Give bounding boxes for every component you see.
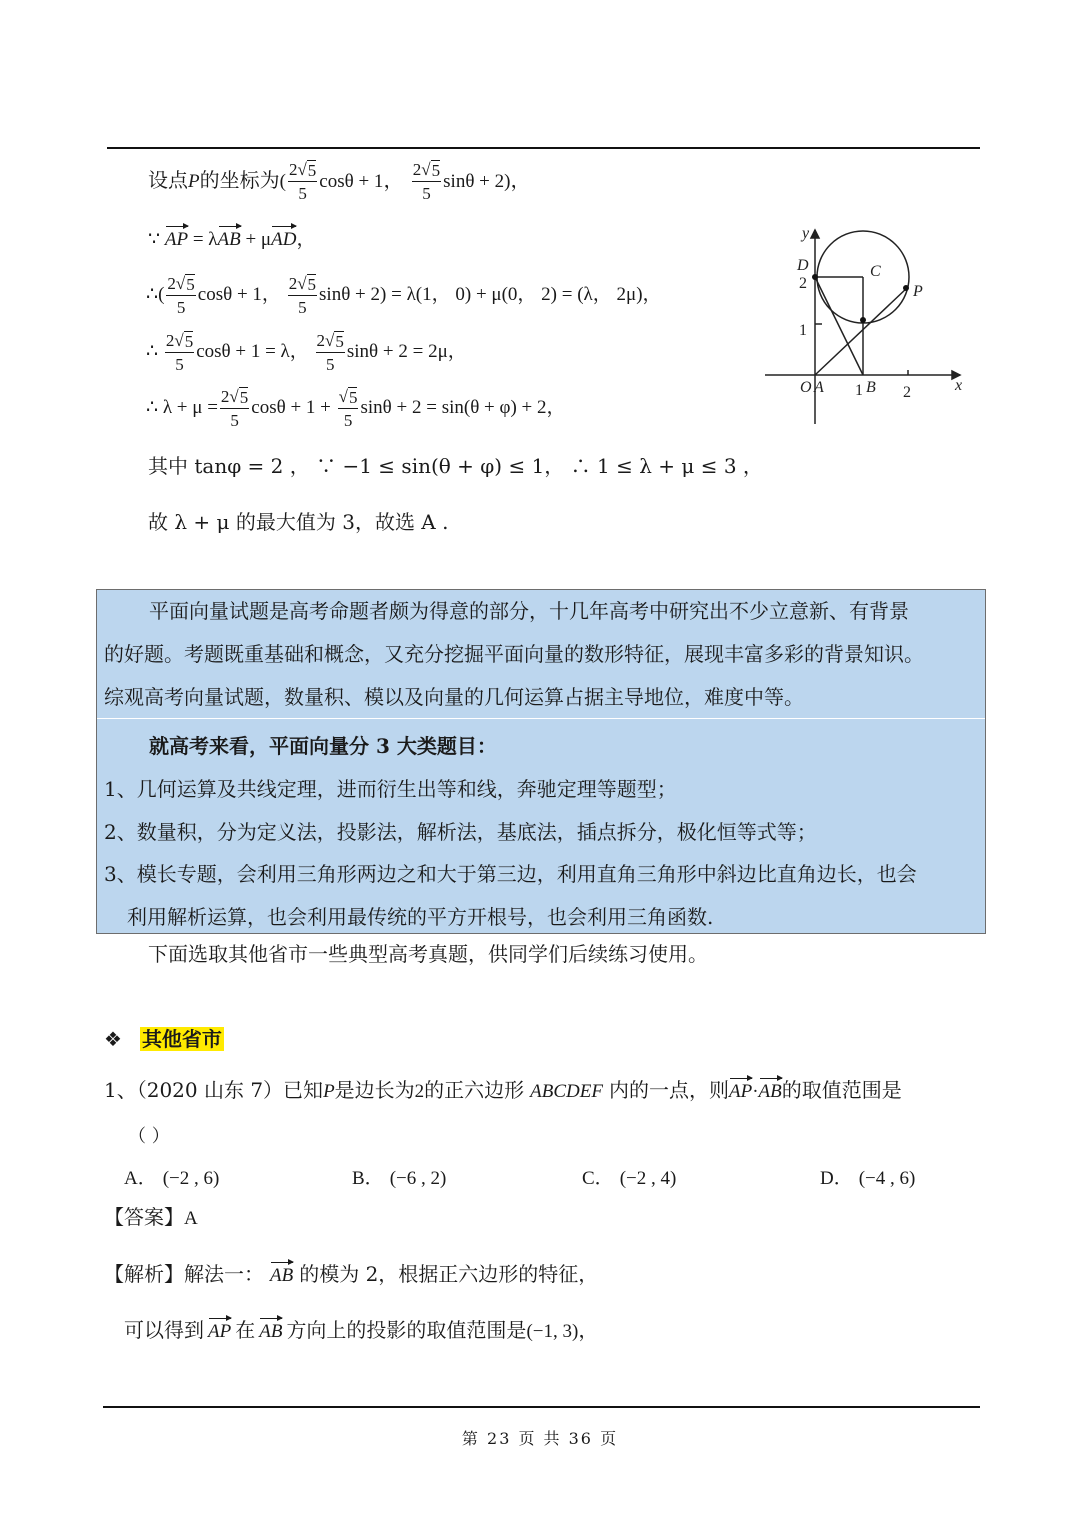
label-1-x: 1: [855, 382, 863, 399]
range-value: (−1, 3): [526, 1321, 579, 1342]
answer-value: A: [184, 1208, 198, 1229]
summary-item-2: 2、数量积，分为定义法，投影法，解析法，基底法，插点拆分，极化恒等式等；: [104, 820, 817, 844]
var-P: P: [323, 1081, 335, 1102]
point-tangent: [860, 317, 866, 323]
answer-paren: （ ）: [128, 1126, 170, 1147]
var-P: P: [188, 171, 200, 193]
dot-op: ·: [752, 1081, 759, 1102]
text: 在: [235, 1318, 256, 1342]
label-1-y: 1: [799, 322, 807, 339]
fraction: 2 √ 5 5: [167, 274, 195, 317]
analysis-label: 【解析】: [104, 1262, 184, 1286]
bottom-rule: [103, 1406, 980, 1408]
summary-divider: [97, 718, 985, 719]
analysis-line-1: [104, 1264, 598, 1285]
summary-item-3-line1: 3、模长专题，会利用三角形两边之和大于第三边，利用直角三角形中斜边比直角边长，也会: [104, 862, 917, 886]
summary-p2-title: 就高考来看，平面向量分 3 大类题目：: [149, 734, 497, 758]
fraction: 2 √ 5 5: [165, 331, 194, 374]
text: 设点: [148, 168, 188, 193]
vector-AP: AP: [164, 229, 189, 250]
vector-AD: AD: [271, 229, 297, 250]
text: ，: [578, 1318, 599, 1342]
text: 的模为 2，根据正六边形的特征，: [299, 1262, 599, 1286]
solution-line-3: ∴( 2 √ 5 5 cosθ + 1， 2 √ 5 5 sinθ + 2) = λ(1， 0) + μ(0， 2) = (λ， 2μ)，: [146, 274, 662, 317]
text: 1、（2020 山东 7）已知: [104, 1078, 324, 1102]
question-1-stem: [104, 1080, 902, 1101]
sin-term: sinθ + 2: [443, 171, 505, 193]
vector-AB: AB: [217, 229, 241, 250]
diamond-bullet-icon: ❖: [104, 1027, 122, 1051]
page-footer: 第 23 页 共 36 页: [461, 1429, 619, 1448]
since-symbol: ∵: [148, 229, 161, 250]
label-C: C: [870, 263, 881, 280]
fraction: 2 √ 5 5: [412, 160, 441, 203]
label-2-y: 2: [799, 275, 807, 292]
fraction: 2 √ 5 5: [288, 160, 317, 203]
text: 内的一点，则: [609, 1078, 729, 1102]
summary-item-3-line2: 利用解析运算，也会利用最传统的平方开根号，也会利用三角函数.: [127, 905, 714, 929]
summary-item-1: 1、几何运算及共线定理，进而衍生出等和线，奔驰定理等题型；: [104, 777, 677, 801]
coordinate-figure: [760, 222, 970, 427]
vector-AB: AB: [758, 1081, 782, 1102]
cos-term: cosθ + 1: [319, 171, 384, 193]
summary-p1-line1: 平面向量试题是高考命题者颇为得意的部分，十几年高考中研究出不少立意新、有背景: [149, 599, 909, 623]
option-A: A． (−2 , 6): [124, 1168, 220, 1189]
segment-DB: [815, 277, 863, 375]
answer-label: 【答案】: [104, 1205, 184, 1229]
top-rule: [107, 147, 980, 149]
text: 的取值范围是: [781, 1078, 902, 1102]
label-A: A: [814, 379, 824, 396]
text: 解法一：: [184, 1262, 264, 1286]
rhs: sinθ + 2 = sin(θ + φ) + 2: [360, 396, 547, 418]
label-B: B: [866, 379, 876, 396]
vector-AB: AB: [270, 1265, 294, 1286]
point-D: [812, 274, 818, 280]
y-axis-arrow: [811, 230, 819, 238]
text: 方向上的投影的取值范围是: [286, 1318, 527, 1342]
solution-line-7: 故 λ + μ 的最大值为 3，故选 A .: [148, 510, 449, 534]
rhs: = λ(1， 0) + μ(0， 2) = (λ， 2μ): [391, 283, 643, 305]
solution-line-4: ∴ 2 √ 5 5 cosθ + 1 = λ， 2 √ 5 5 sinθ + 2 = 2μ，: [146, 331, 467, 374]
eq-a: cosθ + 1 = λ: [196, 340, 290, 362]
solution-line-1: 设点P的坐标为( 2 √ 5 5 cosθ + 1， 2 √ 5 5 sinθ + 2)，: [148, 160, 531, 203]
hexagon-name: ABCDEF: [530, 1081, 603, 1102]
fraction: 2 √ 5 5: [316, 331, 344, 374]
fraction: 2 √ 5 5: [220, 387, 249, 430]
fraction: 2 √ 5 5: [288, 274, 317, 317]
cos-term: cosθ + 1: [251, 396, 316, 418]
label-x: x: [955, 377, 963, 394]
answer-line: [104, 1207, 198, 1228]
eq-b: sinθ + 2 = 2μ: [346, 340, 448, 362]
label-2-x: 2: [903, 384, 911, 401]
section-header: [104, 1029, 224, 1049]
segment-AP: [815, 287, 908, 375]
summary-p1-line2: 的好题。考题既重基础和概念，又充分挖掘平面向量的数形特征，展现丰富多彩的背景知识。: [104, 642, 924, 666]
num-2: 2: [414, 1081, 425, 1102]
label-D: D: [797, 257, 809, 274]
solution-line-6: 其中 tanφ = 2 ， ∵ −1 ≤ sin(θ + φ) ≤ 1， ∴ 1 ≤ λ + μ ≤ 3 ，: [148, 454, 763, 478]
label-y: y: [802, 225, 810, 242]
vector-AB: AB: [259, 1321, 283, 1342]
text: 的正六边形: [424, 1078, 525, 1102]
vector-AP: AP: [729, 1081, 753, 1102]
vector-AP: AP: [208, 1321, 232, 1342]
analysis-line-2: [124, 1320, 598, 1341]
lhs: ∴ λ + μ =: [146, 396, 218, 418]
solution-line-5: ∴ λ + μ = 2 √ 5 5 cosθ + 1 + √ 5 5 sinθ + 2 = sin(θ + φ) + 2，: [146, 387, 566, 430]
sin-term: sinθ + 2: [319, 283, 381, 305]
text: 可以得到: [124, 1318, 204, 1342]
cos-term: cosθ + 1: [197, 283, 262, 305]
label-P: P: [913, 283, 923, 300]
option-B: B． (−6 , 2): [352, 1168, 447, 1189]
summary-p1-line3: 综观高考向量试题，数量积、模以及向量的几何运算占据主导地位，难度中等。: [104, 685, 804, 709]
text: 是边长为: [334, 1078, 415, 1102]
intro-line: 下面选取其他省市一些典型高考真题，供同学们后续练习使用。: [148, 942, 708, 966]
section-title: 其他省市: [141, 1027, 222, 1051]
solution-line-2: ∵ AP = λAB + μAD，: [148, 229, 316, 250]
text: 的坐标为: [199, 168, 280, 193]
summary-box: [96, 589, 986, 934]
fraction: √ 5 5: [338, 387, 358, 430]
option-D: D． (−4 , 6): [820, 1168, 916, 1189]
option-C: C． (−2 , 4): [582, 1168, 677, 1189]
label-O: O: [800, 379, 812, 396]
point-P: [903, 285, 909, 291]
